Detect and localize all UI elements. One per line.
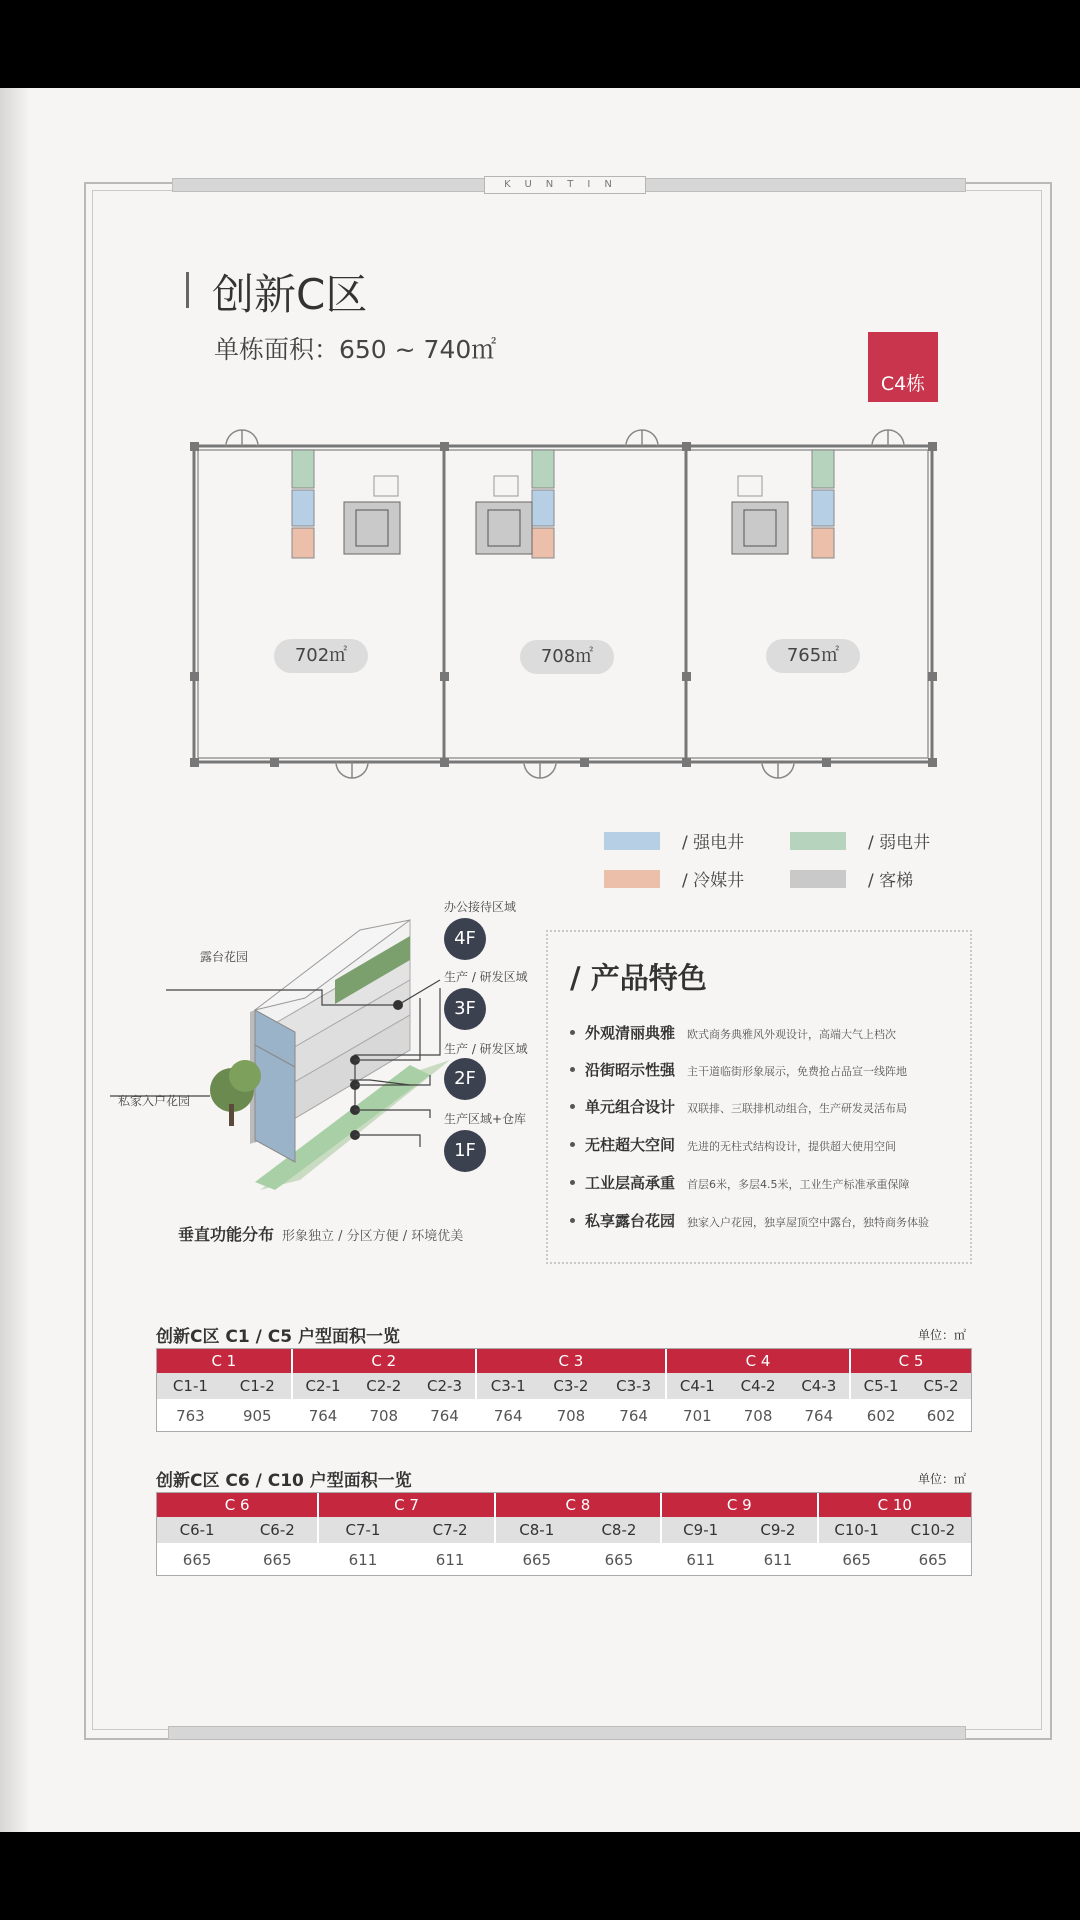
col-header: C1-1 bbox=[172, 1377, 208, 1395]
unit-area-pill-1: 702㎡ bbox=[274, 639, 368, 673]
col-header: C3-2 bbox=[553, 1377, 589, 1395]
cell-value: 764 bbox=[493, 1407, 523, 1425]
cell-value: 701 bbox=[683, 1407, 712, 1425]
building-diagram bbox=[110, 900, 500, 1200]
feature-head: 外观清丽典雅 bbox=[585, 1024, 676, 1042]
feature-head: 无柱超大空间 bbox=[585, 1136, 676, 1154]
floor-badge-3f: 3F bbox=[444, 988, 486, 1030]
cell-value: 665 bbox=[918, 1551, 948, 1569]
cell-value: 764 bbox=[308, 1407, 338, 1425]
col-header: C6-1 bbox=[179, 1521, 215, 1539]
page-shadow bbox=[0, 88, 30, 1832]
table2-unit: 单位：㎡ bbox=[918, 1472, 967, 1486]
bullet bbox=[570, 1180, 575, 1185]
col-header: C7-1 bbox=[345, 1521, 381, 1539]
legend-item-refrigerant bbox=[604, 866, 744, 891]
col-header: C6-2 bbox=[259, 1521, 295, 1539]
floor-badge-4f: 4F bbox=[444, 918, 486, 960]
terrace-label: 露台花园 bbox=[200, 950, 249, 964]
group-header: C 3 bbox=[477, 1349, 665, 1373]
col-header: C2-2 bbox=[366, 1377, 402, 1395]
feature-desc: 双联排、三联排机动组合，生产研发灵活布局 bbox=[687, 1102, 908, 1115]
cell-value: 764 bbox=[804, 1407, 834, 1425]
col-header: C3-1 bbox=[490, 1377, 526, 1395]
bullet bbox=[570, 1104, 575, 1109]
bullet bbox=[570, 1030, 575, 1035]
floor-badge-1f: 1F bbox=[444, 1130, 486, 1172]
table1-group bbox=[293, 1349, 477, 1431]
table2-group bbox=[662, 1493, 818, 1575]
area-subtitle: 单栋面积：650 ~ 740㎡ bbox=[214, 335, 497, 364]
col-header: C10-1 bbox=[834, 1521, 879, 1539]
legend-label: / 客梯 bbox=[868, 871, 914, 891]
cell-value: 665 bbox=[842, 1551, 871, 1569]
floor-badge-2f: 2F bbox=[444, 1058, 486, 1100]
cell-value: 763 bbox=[176, 1407, 205, 1425]
cell-value: 665 bbox=[262, 1551, 292, 1569]
bullet bbox=[570, 1142, 575, 1147]
col-header: C8-2 bbox=[601, 1521, 637, 1539]
legend-swatch bbox=[790, 870, 846, 888]
group-header: C 9 bbox=[662, 1493, 816, 1517]
group-header: C 4 bbox=[667, 1349, 849, 1373]
cell-value: 665 bbox=[604, 1551, 634, 1569]
legend-label: / 冷媒井 bbox=[682, 871, 745, 891]
floor-label-4f: 办公接待区域 bbox=[444, 900, 517, 914]
table2-group bbox=[319, 1493, 495, 1575]
col-header: C3-3 bbox=[616, 1377, 652, 1395]
feature-desc: 主干道临街形象展示，免费抢占品宣一线阵地 bbox=[687, 1065, 908, 1078]
group-header: C 1 bbox=[157, 1349, 291, 1373]
feature-item bbox=[570, 1134, 896, 1155]
title-accent bbox=[186, 272, 189, 308]
group-header: C 6 bbox=[157, 1493, 317, 1517]
vertical-caption bbox=[178, 1222, 463, 1245]
group-header: C 8 bbox=[496, 1493, 660, 1517]
col-header: C4-1 bbox=[679, 1377, 715, 1395]
feature-desc: 独家入户花园，独享屋顶空中露台，独特商务体验 bbox=[687, 1216, 930, 1229]
legend-item-weak bbox=[790, 828, 930, 853]
table2 bbox=[156, 1492, 972, 1576]
table1-title: 创新C区 C1 / C5 户型面积一览 bbox=[156, 1327, 400, 1347]
feature-head: 私享露台花园 bbox=[585, 1212, 676, 1230]
top-black-bar bbox=[0, 0, 1080, 88]
vertical-caption-sub: 形象独立 / 分区方便 / 环境优美 bbox=[282, 1229, 464, 1244]
cell-value: 708 bbox=[556, 1407, 586, 1425]
table1-group bbox=[157, 1349, 293, 1431]
col-header: C8-1 bbox=[519, 1521, 555, 1539]
legend-label: / 强电井 bbox=[682, 833, 745, 853]
col-header: C4-3 bbox=[801, 1377, 837, 1395]
col-header: C2-3 bbox=[427, 1377, 462, 1395]
cell-value: 602 bbox=[926, 1407, 956, 1425]
cell-value: 764 bbox=[619, 1407, 648, 1425]
group-header: C 2 bbox=[293, 1349, 475, 1373]
col-header: C1-2 bbox=[239, 1377, 275, 1395]
feature-head: 沿街昭示性强 bbox=[585, 1061, 676, 1079]
col-header: C4-2 bbox=[740, 1377, 776, 1395]
col-header: C5-1 bbox=[863, 1377, 899, 1395]
feature-item bbox=[570, 1172, 910, 1193]
col-header: C9-1 bbox=[683, 1521, 719, 1539]
legend-item-power bbox=[604, 828, 744, 853]
group-header: C 7 bbox=[319, 1493, 493, 1517]
table2-title: 创新C区 C6 / C10 户型面积一览 bbox=[156, 1471, 412, 1491]
floor-label-1f: 生产区域+仓库 bbox=[444, 1112, 527, 1126]
col-header: C2-1 bbox=[305, 1377, 341, 1395]
bottom-band bbox=[168, 1726, 966, 1740]
garden-label: 私家入户花园 bbox=[118, 1094, 191, 1108]
feature-head: 单元组合设计 bbox=[585, 1098, 676, 1116]
bottom-black-bar bbox=[0, 1832, 1080, 1920]
table1 bbox=[156, 1348, 972, 1432]
group-header: C 5 bbox=[851, 1349, 971, 1373]
table1-group bbox=[851, 1349, 971, 1431]
table2-group bbox=[819, 1493, 971, 1575]
feature-item bbox=[570, 1210, 929, 1231]
building-tag: C4栋 bbox=[868, 332, 938, 402]
unit-area-pill-2: 708㎡ bbox=[520, 640, 614, 674]
legend-item-elevator bbox=[790, 866, 913, 891]
vertical-caption-title: 垂直功能分布 bbox=[178, 1225, 275, 1244]
cell-value: 905 bbox=[242, 1407, 272, 1425]
floor-plan bbox=[186, 428, 946, 784]
cell-value: 602 bbox=[866, 1407, 896, 1425]
group-header: C 10 bbox=[819, 1493, 971, 1517]
feature-desc: 先进的无柱式结构设计，提供超大使用空间 bbox=[687, 1140, 897, 1153]
cell-value: 611 bbox=[435, 1551, 465, 1569]
table1-unit: 单位：㎡ bbox=[918, 1328, 967, 1342]
cell-value: 764 bbox=[430, 1407, 459, 1425]
feature-desc: 欧式商务典雅风外观设计，高端大气上档次 bbox=[687, 1028, 897, 1041]
table2-group bbox=[496, 1493, 662, 1575]
col-header: C7-2 bbox=[432, 1521, 468, 1539]
table1-group bbox=[477, 1349, 667, 1431]
table2-group bbox=[157, 1493, 319, 1575]
feature-item bbox=[570, 1096, 907, 1117]
cell-value: 611 bbox=[763, 1551, 793, 1569]
legend-swatch bbox=[790, 832, 846, 850]
col-header: C5-2 bbox=[923, 1377, 959, 1395]
page-title: 创新C区 bbox=[212, 270, 368, 319]
cell-value: 708 bbox=[369, 1407, 399, 1425]
cell-value: 665 bbox=[182, 1551, 212, 1569]
feature-item bbox=[570, 1059, 907, 1080]
cell-value: 665 bbox=[522, 1551, 552, 1569]
legend-swatch bbox=[604, 832, 660, 850]
feature-desc: 首层6米，多层4.5米，工业生产标准承重保障 bbox=[687, 1178, 910, 1191]
cell-value: 611 bbox=[348, 1551, 378, 1569]
feature-item bbox=[570, 1022, 896, 1043]
floor-label-3f: 生产 / 研发区域 bbox=[444, 970, 528, 984]
floor-label-2f: 生产 / 研发区域 bbox=[444, 1042, 528, 1056]
table1-group bbox=[667, 1349, 851, 1431]
bullet bbox=[570, 1067, 575, 1072]
brand-label: KUNTIN bbox=[484, 176, 646, 194]
features-title: / 产品特色 bbox=[570, 961, 707, 995]
cell-value: 611 bbox=[686, 1551, 715, 1569]
col-header: C9-2 bbox=[760, 1521, 796, 1539]
feature-head: 工业层高承重 bbox=[585, 1174, 676, 1192]
legend-swatch bbox=[604, 870, 660, 888]
unit-area-pill-3: 765㎡ bbox=[766, 639, 860, 673]
legend-label: / 弱电井 bbox=[868, 833, 931, 853]
col-header: C10-2 bbox=[910, 1521, 956, 1539]
cell-value: 708 bbox=[743, 1407, 773, 1425]
bullet bbox=[570, 1218, 575, 1223]
